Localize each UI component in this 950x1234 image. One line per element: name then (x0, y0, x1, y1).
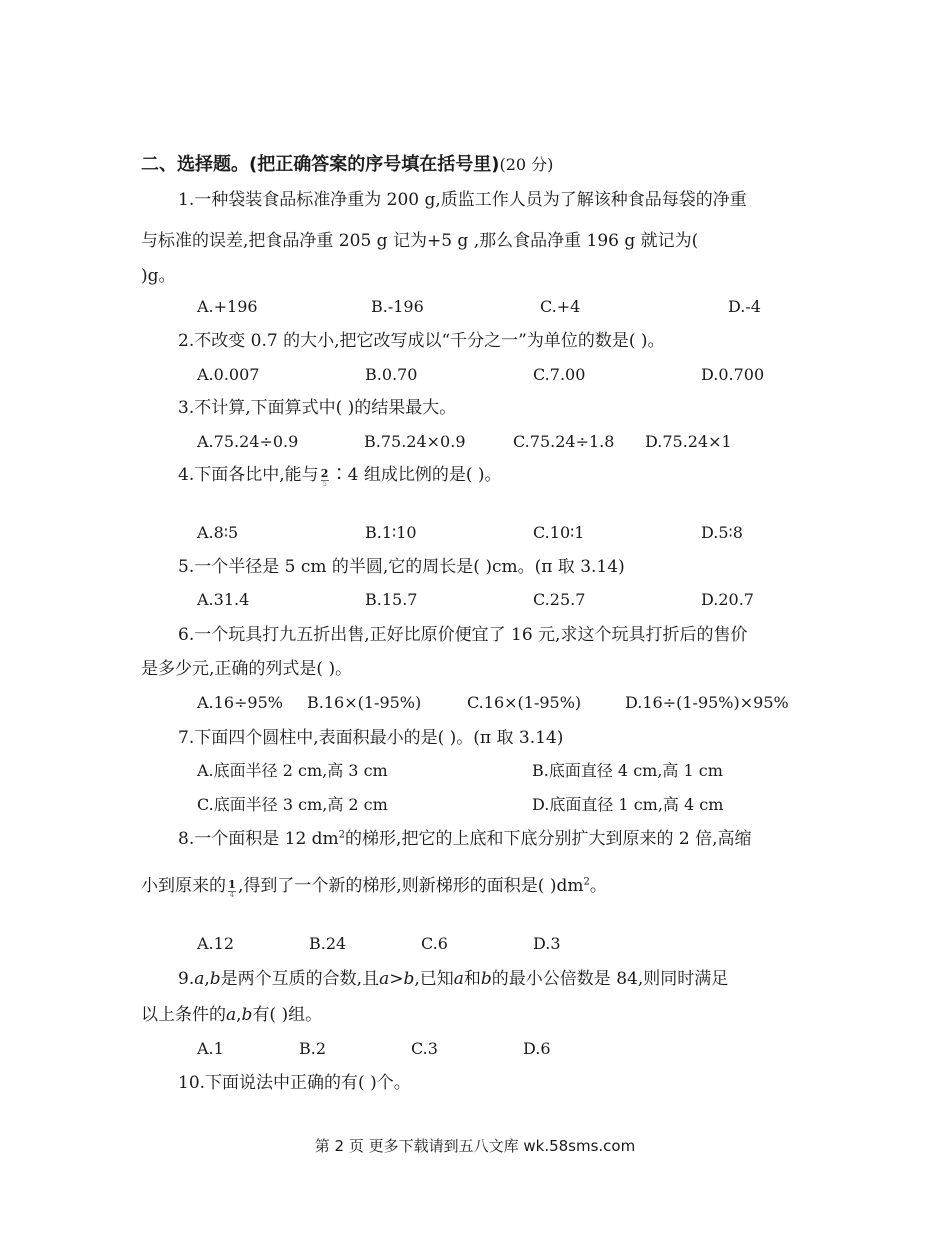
q3-option-d: D.75.24×1 (645, 432, 732, 451)
question-10-line-1: 10.下面说法中正确的有( )个。 (178, 1073, 411, 1093)
q2-option-d: D.0.700 (701, 365, 765, 384)
q9-line2-var-a: a (226, 1005, 237, 1025)
q2-option-a: A.0.007 (197, 365, 260, 384)
q8-line2-pre: 小到原来的 (141, 876, 226, 896)
question-8-line-1 (178, 828, 751, 850)
q9-option-d: D.6 (523, 1039, 551, 1058)
q9-text-3: ,已知 (414, 969, 454, 989)
q8-line2-mid: ,得到了一个新的梯形,则新梯形的面积是( )dm (238, 876, 584, 896)
q4-fraction-numerator: 2 (320, 467, 329, 480)
q4-option-b: B.1∶10 (365, 523, 417, 542)
question-4-line-1 (178, 464, 502, 488)
q4-text-pre: 4.下面各比中,能与 (178, 465, 319, 485)
section-title-text: 二、选择题。(把正确答案的序号填在括号里) (141, 154, 500, 175)
q7-option-c: C.底面半径 3 cm,高 2 cm (197, 795, 388, 814)
q2-option-b: B.0.70 (365, 365, 418, 384)
q9-var-a-2: a (379, 969, 390, 989)
q8-line2-superscript: 2 (583, 876, 590, 888)
q1-option-c: C.+4 (540, 297, 581, 316)
q8-fraction-numerator: 1 (228, 878, 236, 891)
question-6-line-2: 是多少元,正确的列式是( )。 (141, 659, 353, 679)
q9-line2-post: 有( )组。 (252, 1005, 323, 1025)
q6-option-a: A.16÷95% (197, 693, 283, 712)
q6-option-b: B.16×(1-95%) (307, 693, 422, 712)
q5-option-d: D.20.7 (701, 590, 754, 609)
q1-option-b: B.-196 (371, 297, 424, 316)
question-9-line-2 (141, 1004, 322, 1026)
q8-line1-post: 的梯形,把它的上底和下底分别扩大到原来的 2 倍,高缩 (345, 829, 752, 849)
q6-option-c: C.16×(1-95%) (467, 693, 582, 712)
q4-fraction (319, 468, 331, 488)
q4-option-a: A.8∶5 (197, 523, 239, 542)
q5-option-b: B.15.7 (365, 590, 418, 609)
q4-text-post: ∶4 组成比例的是( )。 (330, 465, 502, 485)
q8-line2-post: 。 (589, 876, 607, 896)
section-title (141, 154, 553, 176)
question-3-line-1: 3.不计算,下面算式中( )的结果最大。 (178, 398, 457, 418)
q9-var-b-3: b (480, 969, 492, 989)
q9-option-c: C.3 (411, 1039, 438, 1058)
q5-option-c: C.25.7 (533, 590, 586, 609)
question-1-line-3: )g。 (141, 266, 176, 286)
q8-option-d: D.3 (533, 934, 561, 953)
q8-option-a: A.12 (197, 934, 234, 953)
q9-text-4: 和 (463, 969, 481, 989)
q9-var-b: b (209, 969, 221, 989)
q8-line1-superscript: 2 (338, 829, 346, 841)
q9-option-b: B.2 (299, 1039, 327, 1058)
q6-option-d: D.16÷(1-95%)×95% (625, 693, 789, 712)
q1-option-a: A.+196 (197, 297, 258, 316)
question-7-line-1: 7.下面四个圆柱中,表面积最小的是( )。(π 取 3.14) (178, 728, 564, 748)
q9-var-a: a (194, 969, 205, 989)
q9-line2-comma: , (236, 1005, 242, 1025)
q9-line2-pre: 以上条件的 (141, 1005, 226, 1025)
question-9-line-1 (178, 968, 728, 990)
section-points: (20 分) (499, 155, 554, 174)
q2-option-c: C.7.00 (533, 365, 586, 384)
q9-gt: > (389, 969, 404, 989)
q9-line2-var-b: b (241, 1005, 253, 1025)
q3-option-c: C.75.24÷1.8 (513, 432, 615, 451)
q8-fraction (226, 879, 238, 899)
q9-var-b-2: b (403, 969, 415, 989)
q9-text-5: 的最小公倍数是 84,则同时满足 (491, 969, 729, 989)
question-1-line-2: 与标准的误差,把食品净重 205 g 记为+5 g ,那么食品净重 196 g 就记为( (141, 231, 699, 251)
q9-text-2: 是两个互质的合数,且 (220, 969, 380, 989)
q9-option-a: A.1 (197, 1039, 224, 1058)
question-2-line-1: 2.不改变 0.7 的大小,把它改写成以“千分之一”为单位的数是( )。 (178, 331, 665, 351)
q4-fraction-denominator: 5 (322, 480, 327, 488)
question-8-line-2 (141, 875, 607, 899)
q4-option-c: C.10∶1 (533, 523, 585, 542)
q7-option-b: B.底面直径 4 cm,高 1 cm (532, 761, 723, 780)
q3-option-a: A.75.24÷0.9 (197, 432, 299, 451)
q7-option-a: A.底面半径 2 cm,高 3 cm (197, 761, 388, 780)
q3-option-b: B.75.24×0.9 (364, 432, 466, 451)
question-6-line-1: 6.一个玩具打九五折出售,正好比原价便宜了 16 元,求这个玩具打折后的售价 (178, 625, 748, 645)
page-footer: 第 2 页 更多下载请到五八文库 wk.58sms.com (314, 1137, 636, 1155)
q9-number: 9. (178, 969, 195, 989)
q9-var-a-3: a (453, 969, 464, 989)
q8-option-b: B.24 (309, 934, 347, 953)
q8-option-c: C.6 (421, 934, 448, 953)
q9-comma: , (204, 969, 210, 989)
q7-option-d: D.底面直径 1 cm,高 4 cm (532, 795, 724, 814)
q1-option-d: D.-4 (728, 297, 761, 316)
question-1-line-1: 1.一种袋装食品标准净重为 200 g,质监工作人员为了解该种食品每袋的净重 (178, 190, 747, 210)
question-5-line-1: 5.一个半径是 5 cm 的半圆,它的周长是( )cm。(π 取 3.14) (178, 557, 625, 577)
q8-line1-pre: 8.一个面积是 12 dm (178, 829, 339, 849)
q5-option-a: A.31.4 (197, 590, 250, 609)
q8-fraction-denominator: 4 (229, 891, 235, 899)
q4-option-d: D.5∶8 (701, 523, 743, 542)
